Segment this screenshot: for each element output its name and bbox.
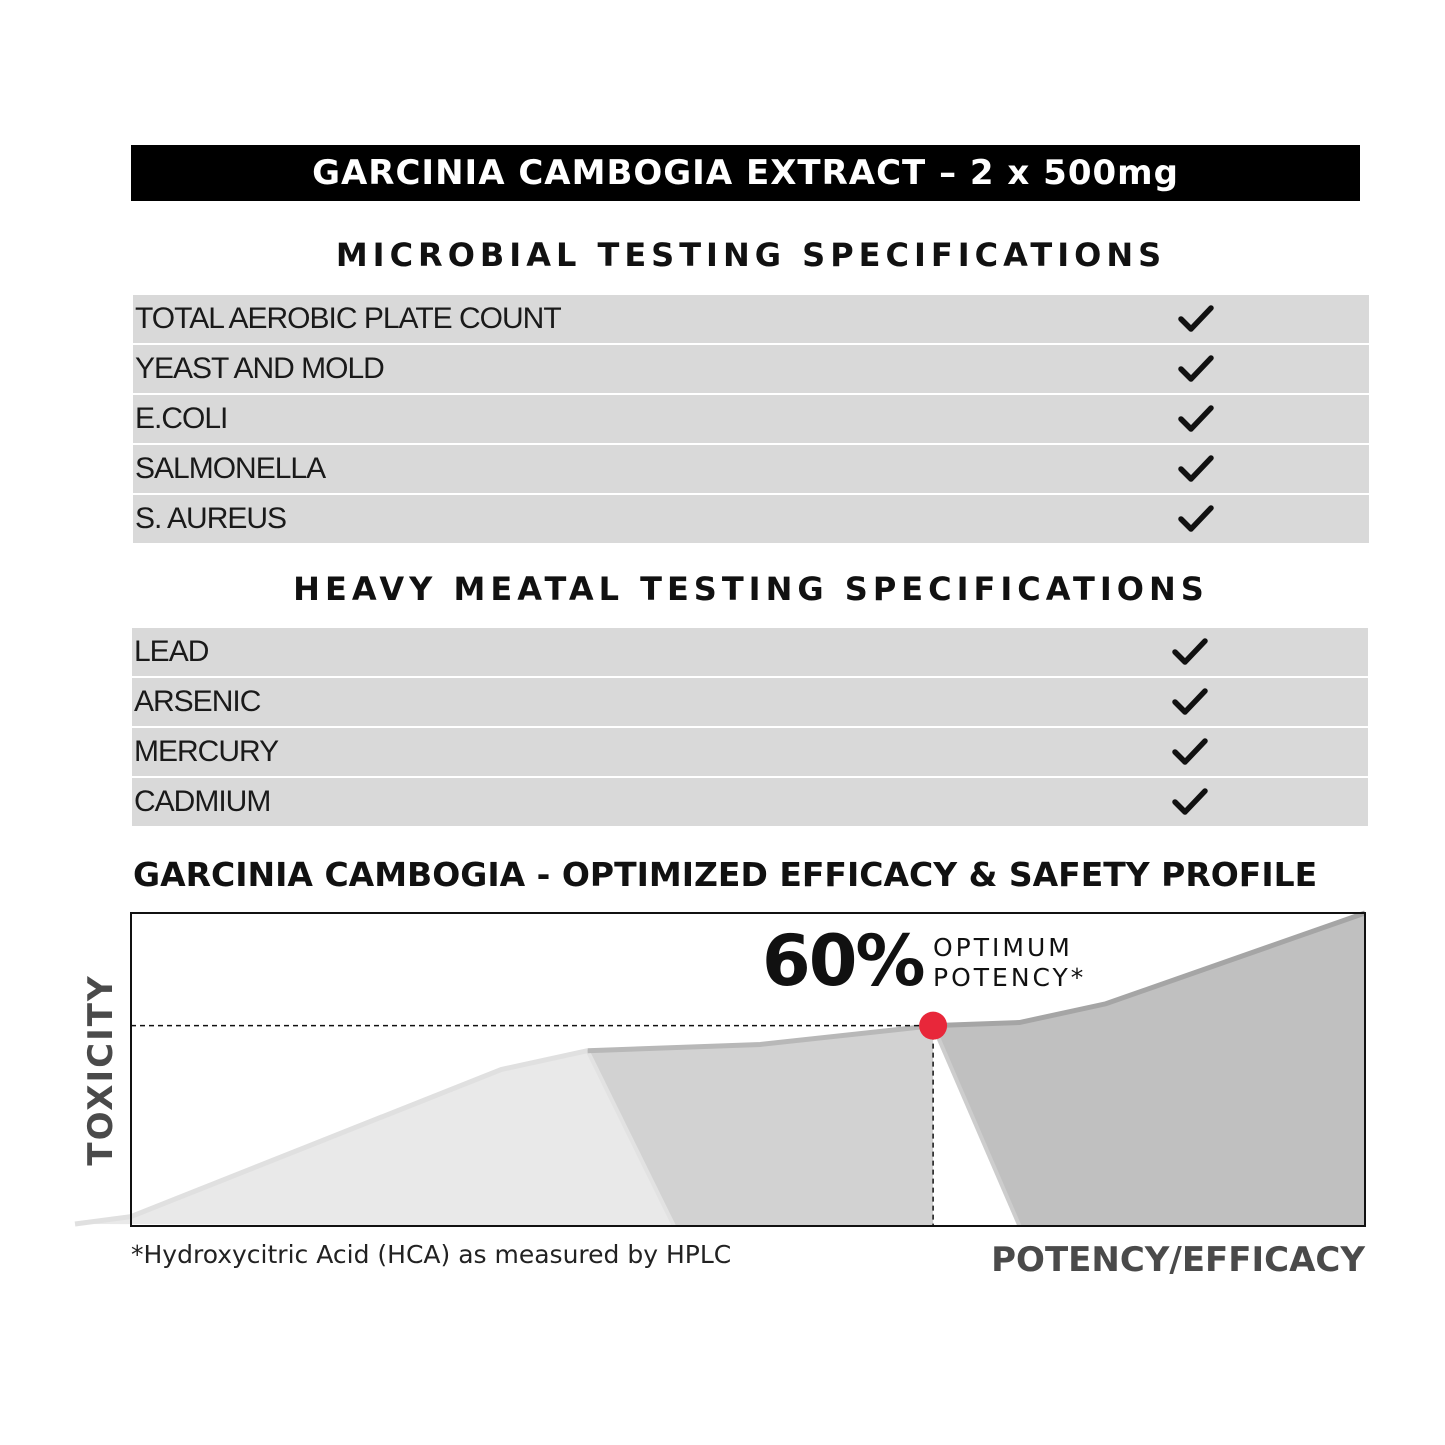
zone-low-area bbox=[75, 1051, 674, 1226]
spec-label: YEAST AND MOLD bbox=[135, 352, 384, 385]
spec-label: E.COLI bbox=[135, 402, 228, 435]
spec-label: ARSENIC bbox=[134, 685, 261, 718]
spec-label: TOTAL AEROBIC PLATE COUNT bbox=[135, 302, 561, 335]
y-axis-label: TOXICITY bbox=[81, 974, 121, 1166]
chart-title: GARCINIA CAMBOGIA - OPTIMIZED EFFICACY & SAFETY PROFILE bbox=[133, 855, 1318, 894]
spec-label: MERCURY bbox=[134, 735, 279, 768]
heavy-metal-heading: HEAVY MEATAL TESTING SPECIFICATIONS bbox=[293, 570, 1209, 608]
microbial-heading: MICROBIAL TESTING SPECIFICATIONS bbox=[335, 236, 1167, 274]
footnote: *Hydroxycitric Acid (HCA) as measured by HPLC bbox=[131, 1240, 732, 1269]
optimum-label: OPTIMUM bbox=[933, 933, 1073, 962]
x-axis-label: POTENCY/EFFICACY bbox=[991, 1240, 1365, 1280]
spec-label: LEAD bbox=[134, 635, 209, 668]
product-title: GARCINIA CAMBOGIA EXTRACT – 2 x 500mg bbox=[312, 153, 1179, 193]
optimum-marker bbox=[919, 1012, 947, 1040]
spec-label: S. AUREUS bbox=[135, 502, 287, 535]
spec-label: SALMONELLA bbox=[135, 452, 326, 485]
potency-label: POTENCY* bbox=[933, 963, 1087, 992]
optimum-percentage: 60% bbox=[762, 920, 924, 1002]
spec-label: CADMIUM bbox=[134, 785, 271, 818]
